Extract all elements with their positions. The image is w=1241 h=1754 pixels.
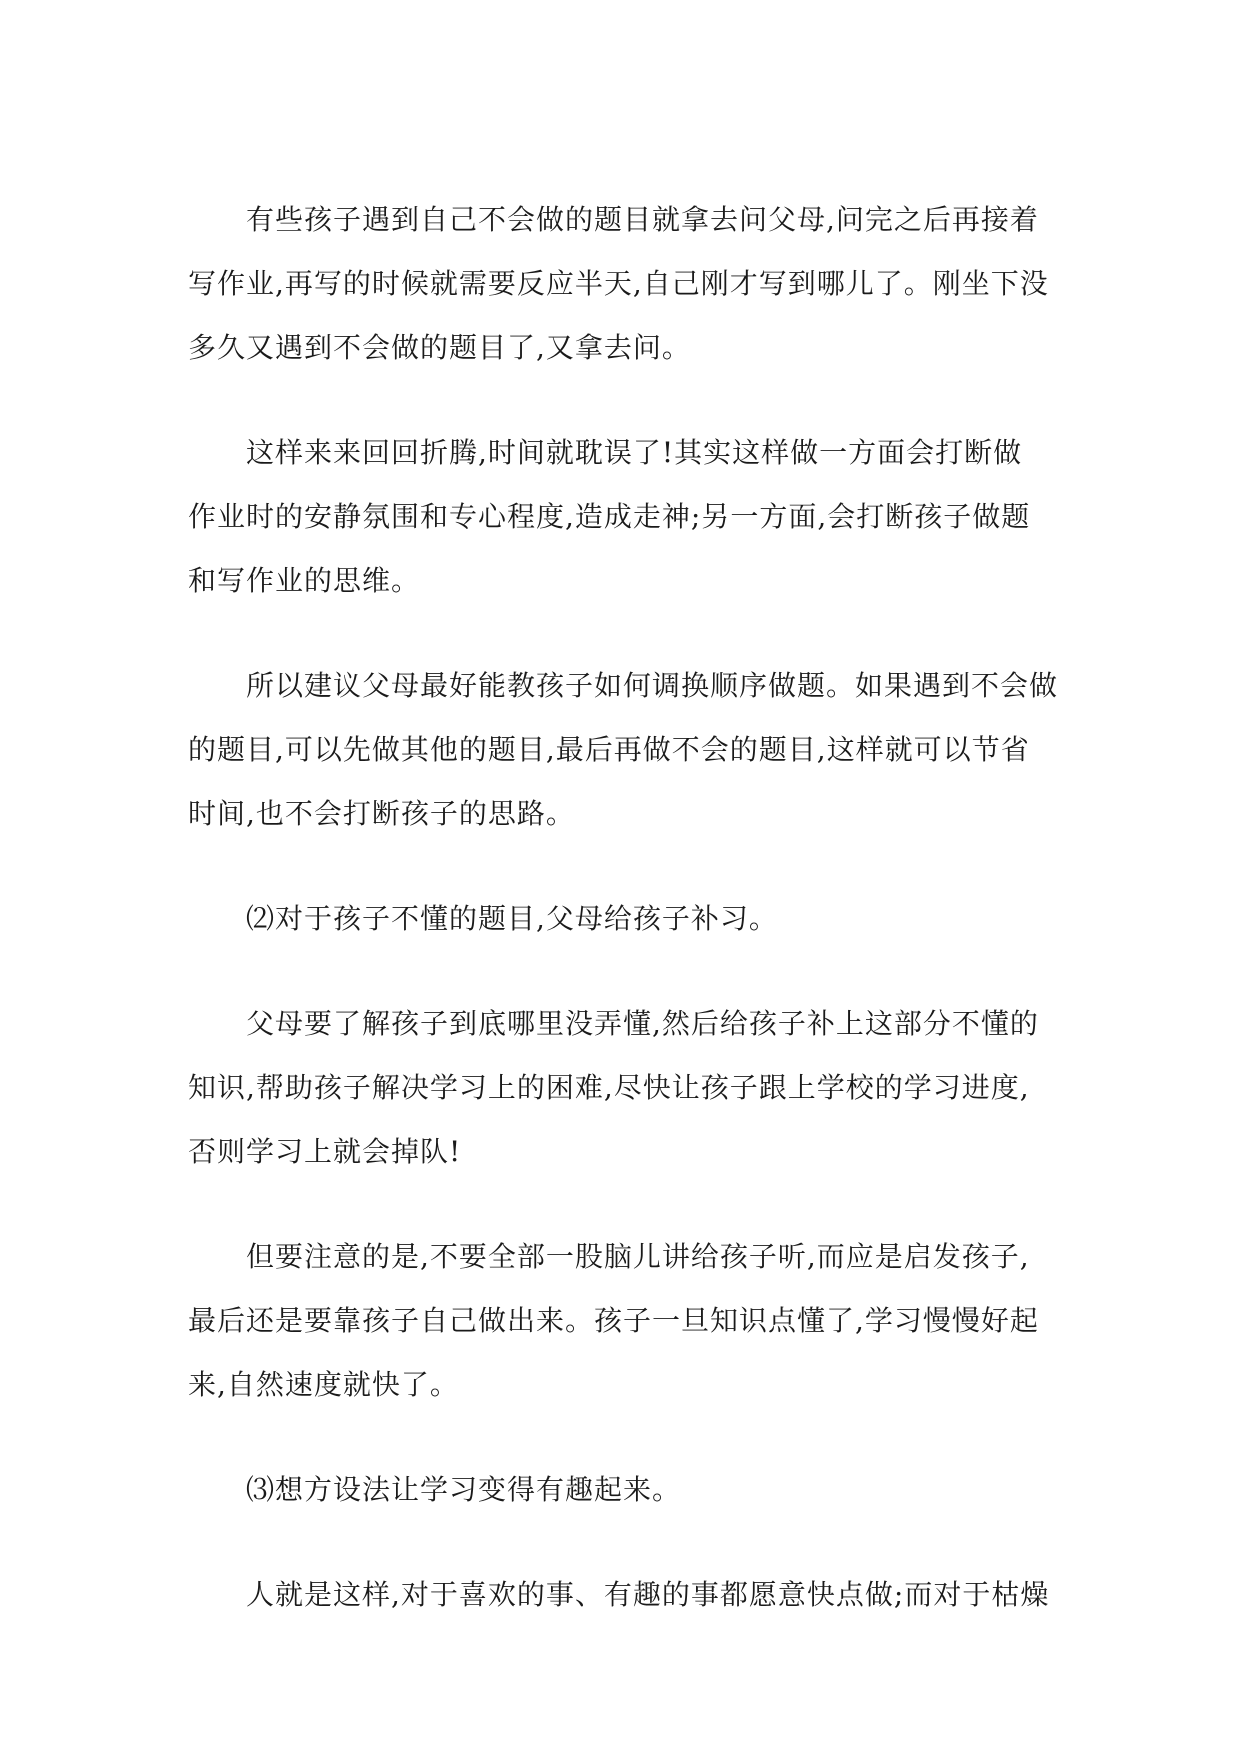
text-line: 否则学习上就会掉队! — [188, 1135, 462, 1168]
text-line: 所以建议父母最好能教孩子如何调换顺序做题。如果遇到不会做 — [246, 669, 1059, 702]
text-line: 父母要了解孩子到底哪里没弄懂,然后给孩子补上这部分不懂的 — [246, 1007, 1039, 1040]
text-line: 的题目,可以先做其他的题目,最后再做不会的题目,这样就可以节省 — [188, 733, 1030, 766]
paragraph — [188, 188, 1058, 380]
paragraph — [188, 992, 1058, 1184]
paragraph — [188, 654, 1058, 846]
heading-line: ⑶想方设法让学习变得有趣起来。 — [246, 1473, 682, 1506]
text-line: 有些孩子遇到自己不会做的题目就拿去问父母,问完之后再接着 — [246, 203, 1039, 236]
text-line: 时间,也不会打断孩子的思路。 — [188, 797, 575, 830]
text-line: 来,自然速度就快了。 — [188, 1368, 459, 1401]
text-line: 最后还是要靠孩子自己做出来。孩子一旦知识点懂了,学习慢慢好起 — [188, 1304, 1039, 1337]
paragraph — [188, 1225, 1058, 1417]
text-line: 写作业,再写的时候就需要反应半天,自己刚才写到哪儿了。刚坐下没 — [188, 267, 1049, 300]
text-line: 知识,帮助孩子解决学习上的困难,尽快让孩子跟上学校的学习进度, — [188, 1071, 1030, 1104]
paragraph — [188, 1563, 1058, 1627]
section-heading — [188, 887, 1058, 951]
text-line: 作业时的安静氛围和专心程度,造成走神;另一方面,会打断孩子做题 — [188, 500, 1031, 533]
text-line: 人就是这样,对于喜欢的事、有趣的事都愿意快点做;而对于枯燥 — [246, 1578, 1050, 1611]
document-body — [188, 188, 1058, 1627]
section-heading — [188, 1458, 1058, 1522]
text-line: 但要注意的是,不要全部一股脑儿讲给孩子听,而应是启发孩子, — [246, 1240, 1030, 1273]
text-line: 和写作业的思维。 — [188, 564, 421, 597]
text-line: 这样来来回回折腾,时间就耽误了!其实这样做一方面会打断做 — [246, 436, 1023, 469]
paragraph — [188, 421, 1058, 613]
heading-line: ⑵对于孩子不懂的题目,父母给孩子补习。 — [246, 902, 778, 935]
text-line: 多久又遇到不会做的题目了,又拿去问。 — [188, 331, 691, 364]
